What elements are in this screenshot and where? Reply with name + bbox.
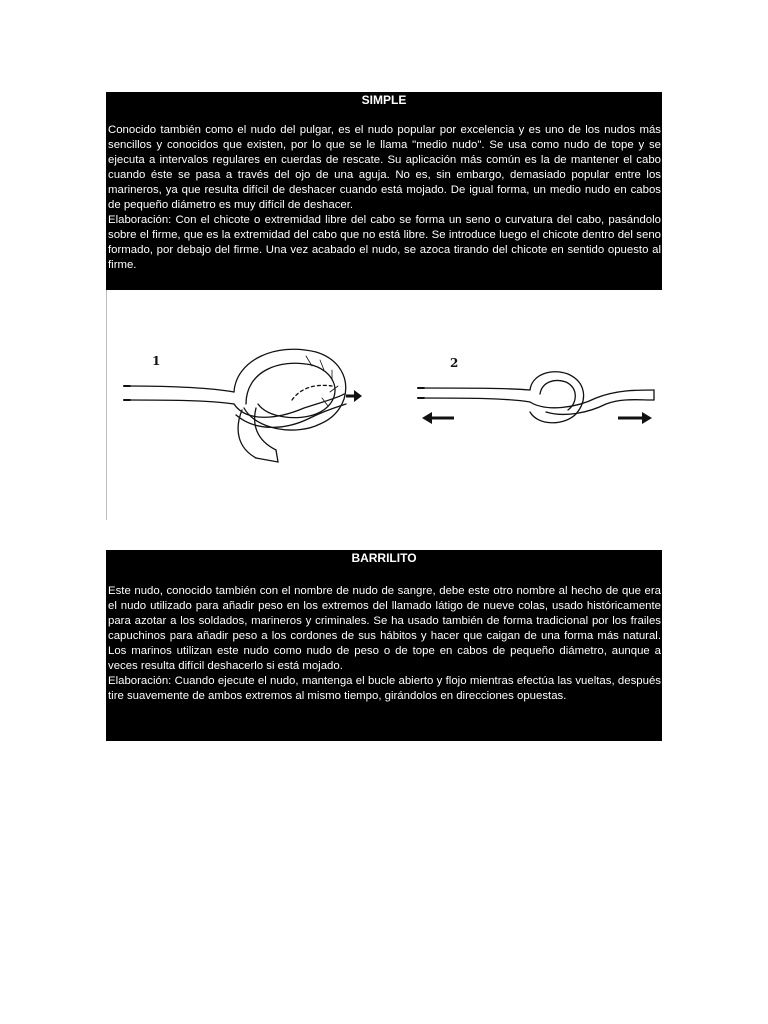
knot-drawing [106,290,662,520]
barrilito-knot-title: BARRILITO [351,551,417,565]
arrow-left-icon [422,412,454,424]
barrilito-knot-description [106,584,662,704]
knot-step-2-drawing [418,372,654,423]
barrilito-knot-paragraph: Este nudo, conocido también con el nombre de nudo de sangre, debe este otro nombre al hecho de que era el nudo utilizado para añadir peso en los extremos del llamado látigo de nueve colas, usado históricamente para azotar a los soldados, marineros y criminales. Se ha usado también de forma tradicional por los frailes capuchinos para añadir peso a los cordones de sus hábitos y hacer que caigan de una forma más natural. Los marinos utilizan este nudo como nudo de peso o de tope en cabos de pequeño diámetro, aunque a veces resulta difícil deshacerlo si está mojado. [108,585,661,672]
simple-knot-description [106,123,662,273]
simple-knot-elaboration: Elaboración: Con el chicote o extremidad libre del cabo se forma un seno o curvatura del cabo, pasándolo sobre el firme, que es la extremidad del cabo que no está libre. Se introduce luego el chicote dentro del seno formado, por debajo del firme. Una vez acabado el nudo, se azoca tirando del chicote en sentido opuesto al firme. [108,214,661,271]
step-2-label: 2 [450,356,459,370]
step-1-label: 1 [152,354,161,368]
barrilito-knot-panel [106,550,662,741]
simple-knot-illustration [106,290,662,520]
barrilito-knot-elaboration: Elaboración: Cuando ejecute el nudo, mantenga el bucle abierto y flojo mientras efectúa las vueltas, después tire suavemente de ambos extremos al mismo tiempo, girándolos en direcciones opuestas. [108,675,661,702]
simple-knot-paragraph: Conocido también como el nudo del pulgar, es el nudo popular por excelencia y es uno de los nudos más sencillos y conocidos que existen, por lo que se le llama "medio nudo". Se usa como nudo de tope y se ejecuta a intervalos regulares en cuerdas de rescate. Su aplicación más común es la de mantener el cabo cuando éste se pasa a través del ojo de una aguja. No es, sin embargo, demasiado popular entre los marineros, ya que resulta difícil de deshacer cuando está mojado. De igual forma, un medio nudo en cabos de pequeño diámetro es muy difícil de deshacer. [108,124,661,211]
arrow-right-icon [346,390,362,402]
simple-knot-panel [106,92,662,290]
arrow-right-icon [618,412,652,424]
simple-knot-title: SIMPLE [361,93,407,107]
